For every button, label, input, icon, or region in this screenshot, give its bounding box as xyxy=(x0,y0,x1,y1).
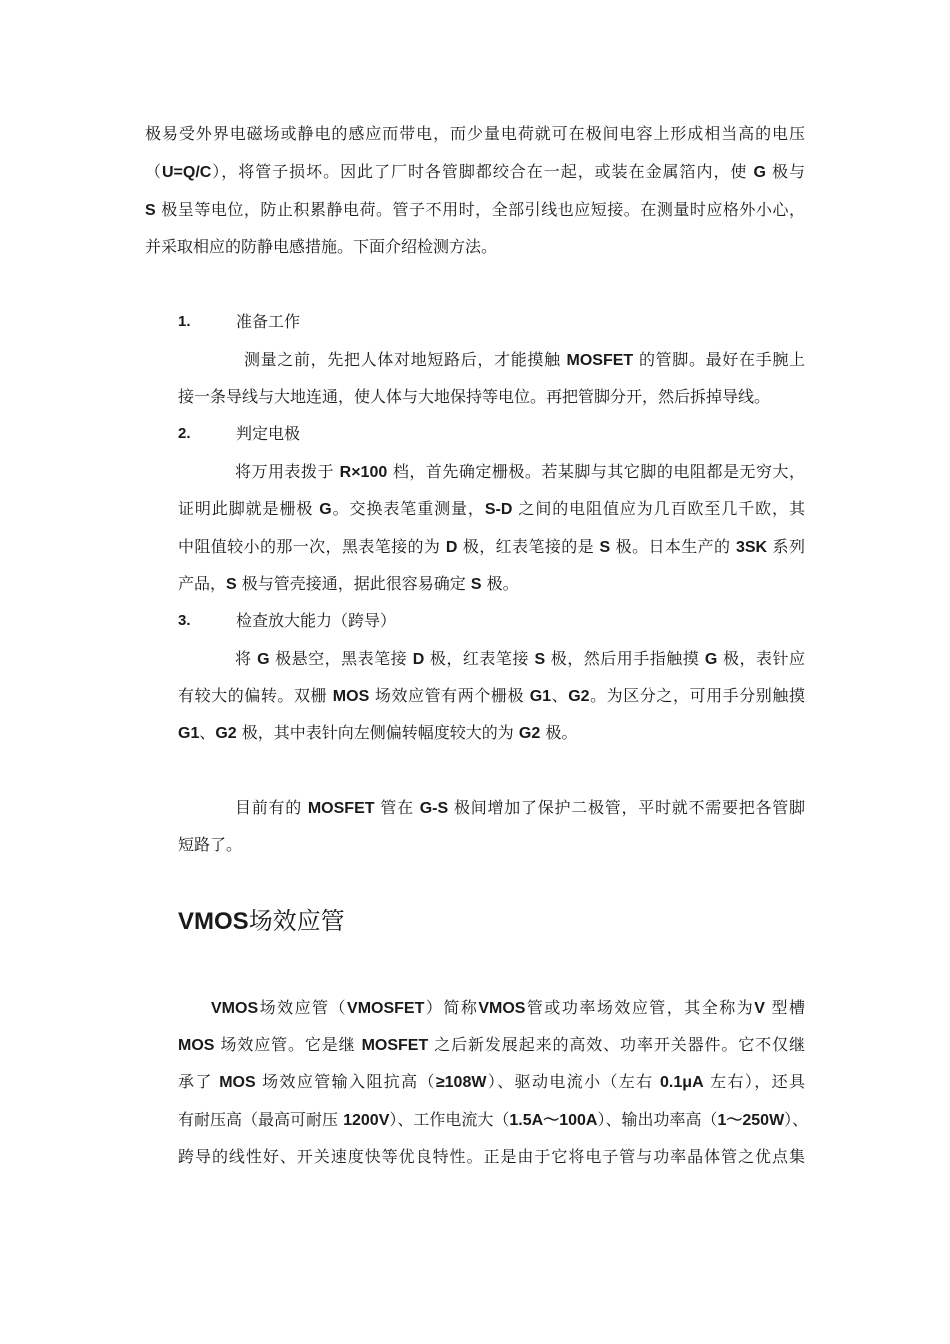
section-3-line-3: G1、G2 极，其中表针向左侧偏转幅度较大的为 G2 极。 xyxy=(178,723,578,742)
vmos-line-4: 有耐压高（最高可耐压 1200V）、工作电流大（1.5A～100A）、输出功率高（1～250W）、 xyxy=(178,1110,809,1129)
section-heading: VMOS场效应管 xyxy=(178,907,345,935)
note-line-2: 短路了。 xyxy=(178,835,243,854)
vmos-line-1: VMOS场效应管（VMOSFET）简称VMOS管或功率场效应管，其全称为V 型槽 xyxy=(211,998,805,1017)
section-2-line-3: 中阻值较小的那一次，黑表笔接的为 D 极，红表笔接的是 S 极。日本生产的 3SK 系列 xyxy=(178,537,805,556)
section-3-number: 3. xyxy=(178,612,191,629)
section-3-title: 检查放大能力（跨导） xyxy=(236,611,397,630)
section-2-line-4: 产品，S 极与管壳接通，据此很容易确定 S 极。 xyxy=(178,574,519,593)
note-line-1: 目前有的 MOSFET 管在 G-S 极间增加了保护二极管，平时就不需要把各管脚 xyxy=(235,798,805,817)
section-2-title: 判定电极 xyxy=(236,424,301,443)
vmos-line-3: 承了 MOS 场效应管输入阻抗高（≥108W）、驱动电流小（左右 0.1μA 左右），还具 xyxy=(178,1072,805,1091)
section-1-line-1: 测量之前，先把人体对地短路后，才能摸触 MOSFET 的管脚。最好在手腕上 xyxy=(244,350,805,369)
section-1-number: 1. xyxy=(178,313,191,330)
intro-line-3: S 极呈等电位，防止积累静电荷。管子不用时，全部引线也应短接。在测量时应格外小心， xyxy=(145,200,805,219)
section-2-line-1: 将万用表拨于 R×100 档，首先确定栅极。若某脚与其它脚的电阻都是无穷大， xyxy=(235,462,805,481)
intro-line-2: （U=Q/C），将管子损坏。因此了厂时各管脚都绞合在一起，或装在金属箔内，使 G 极与 xyxy=(145,162,805,181)
section-3-line-2: 有较大的偏转。双栅 MOS 场效应管有两个栅极 G1、G2。为区分之，可用手分别触摸 xyxy=(178,686,805,705)
intro-line-4: 并采取相应的防静电感措施。下面介绍检测方法。 xyxy=(145,237,498,256)
intro-line-1: 极易受外界电磁场或静电的感应而带电，而少量电荷就可在极间电容上形成相当高的电压 xyxy=(145,124,805,143)
vmos-line-5: 跨导的线性好、开关速度快等优良特性。正是由于它将电子管与功率晶体管之优点集 xyxy=(178,1147,805,1166)
section-1-line-2: 接一条导线与大地连通，使人体与大地保持等电位。再把管脚分开，然后拆掉导线。 xyxy=(178,387,771,406)
section-1-title: 准备工作 xyxy=(236,312,301,331)
vmos-line-2: MOS 场效应管。它是继 MOSFET 之后新发展起来的高效、功率开关器件。它不仅继 xyxy=(178,1035,805,1054)
section-3-line-1: 将 G 极悬空，黑表笔接 D 极，红表笔接 S 极，然后用手指触摸 G 极，表针应 xyxy=(235,649,805,668)
section-2-line-2: 证明此脚就是栅极 G。交换表笔重测量，S-D 之间的电阻值应为几百欧至几千欧，其 xyxy=(178,499,805,518)
section-2-number: 2. xyxy=(178,425,191,442)
